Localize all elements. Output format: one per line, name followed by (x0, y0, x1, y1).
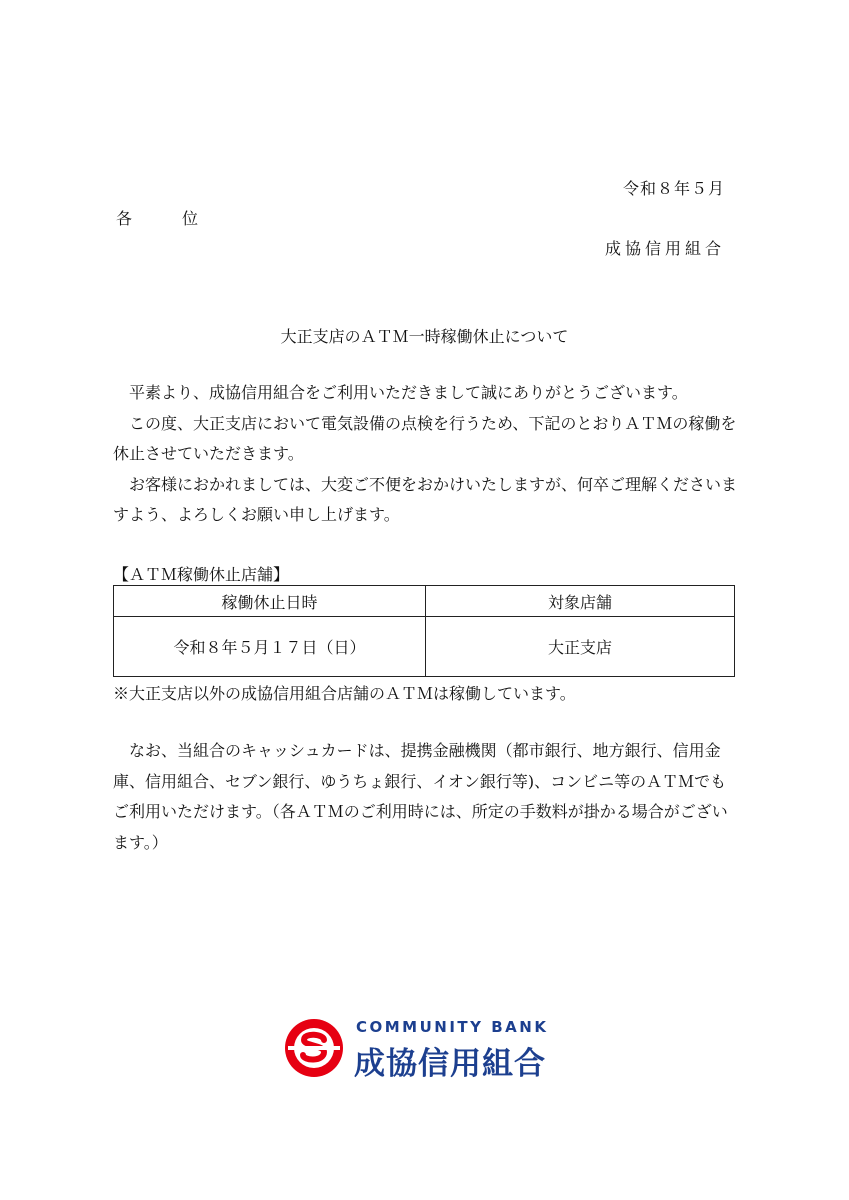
table-note: ※大正支店以外の成協信用組合店舗のＡＴＭは稼働しています。 (113, 684, 576, 703)
table-caption: 【ＡＴＭ稼働休止店舗】 (113, 565, 290, 584)
table-cell-date: 令和８年５月１７日（日） (114, 617, 426, 677)
body-paragraph-2: この度、大正支店において電気設備の点検を行うため、下記のとおりＡＴＭの稼働を休止させていただきます。 (113, 413, 737, 463)
document-date: 令和８年５月 (622, 179, 725, 198)
body2-paragraph-1: なお、当組合のキャッシュカードは、提携金融機関（都市銀行、地方銀行、信用金庫、信用組合、セブン銀行、ゆうちょ銀行、イオン銀行等)、コンビニ等のＡＴＭでもご利用いただけます。（各ＡＴＭのご利用時には、所定の手数料が掛かる場合がございます。） (113, 741, 728, 852)
table-row (114, 617, 735, 677)
table-cell-branch: 大正支店 (426, 617, 735, 677)
sender-name: 成協信用組合 (604, 239, 725, 258)
logo-english-text: COMMUNITY BANK (356, 1018, 549, 1036)
table-header-cell: 稼働休止日時 (114, 586, 426, 617)
body-paragraph-1: 平素より、成協信用組合をご利用いただきまして誠にありがとうございます。 (129, 383, 688, 402)
body-text (113, 378, 739, 531)
document-title: 大正支店のＡＴＭ一時稼働休止について (280, 327, 569, 346)
bank-logo (284, 1018, 584, 1080)
recipient-part-1: 各 (116, 209, 133, 228)
atm-suspension-table (113, 585, 735, 677)
recipient (116, 206, 198, 229)
table-header-row (114, 586, 735, 617)
recipient-part-2: 位 (182, 209, 199, 228)
logo-japanese-text: 成協信用組合 (354, 1046, 546, 1082)
body-text-2 (113, 736, 739, 858)
table-header-cell: 対象店舗 (426, 586, 735, 617)
body-paragraph-3: お客様におかれましては、大変ご不便をおかけいたしますが、何卒ご理解くださいますよう、よろしくお願い申し上げます。 (113, 474, 738, 524)
seikyo-s-emblem-icon (284, 1018, 344, 1078)
